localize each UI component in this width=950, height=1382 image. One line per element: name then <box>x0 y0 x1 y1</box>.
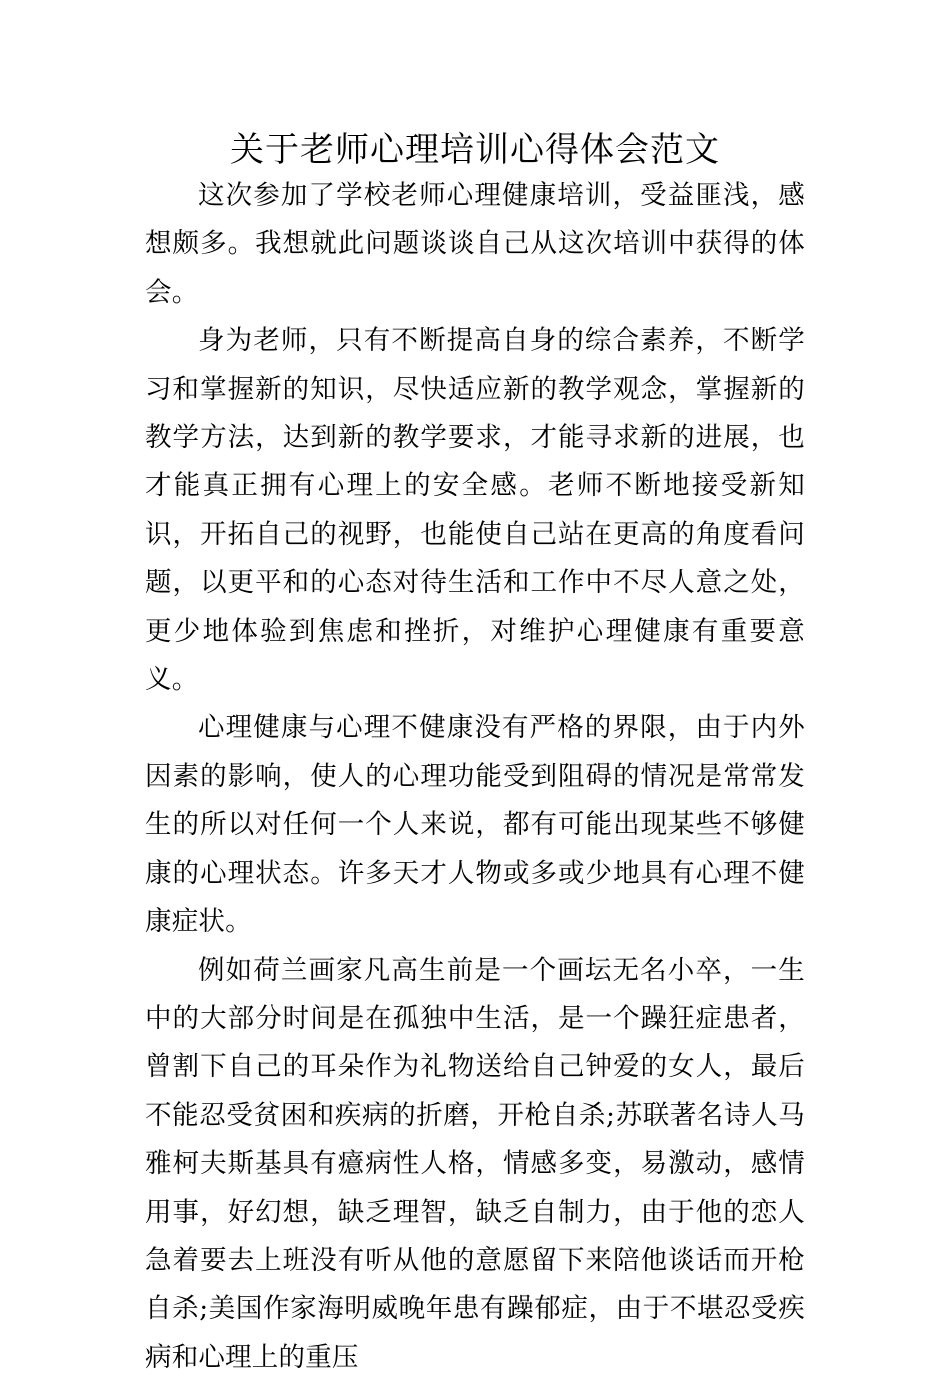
paragraph-3: 心理健康与心理不健康没有严格的界限，由于内外因素的影响，使人的心理功能受到阻碍的情况是常常发生的所以对任何一个人来说，都有可能出现某些不够健康的心理状态。许多天才人物或多或少地具有心理不健康症状。 <box>145 704 805 946</box>
paragraph-2: 身为老师，只有不断提高自身的综合素养，不断学习和掌握新的知识，尽快适应新的教学观念，掌握新的教学方法，达到新的教学要求，才能寻求新的进展，也才能真正拥有心理上的安全感。老师不断地接受新知识，开拓自己的视野，也能使自己站在更高的角度看问题，以更平和的心态对待生活和工作中不尽人意之处，更少地体验到焦虑和挫折，对维护心理健康有重要意义。 <box>145 317 805 704</box>
paragraph-1: 这次参加了学校老师心理健康培训，受益匪浅，感想颇多。我想就此问题谈谈自己从这次培训中获得的体会。 <box>145 172 805 317</box>
document-title: 关于老师心理培训心得体会范文 <box>145 128 805 172</box>
paragraph-4: 例如荷兰画家凡高生前是一个画坛无名小卒，一生中的大部分时间是在孤独中生活，是一个躁狂症患者，曾割下自己的耳朵作为礼物送给自己钟爱的女人，最后不能忍受贫困和疾病的折磨，开枪自杀;苏联著名诗人马雅柯夫斯基具有癔病性人格，情感多变，易激动，感情用事，好幻想，缺乏理智，缺乏自制力，由于他的恋人急着要去上班没有听从他的意愿留下来陪他谈话而开枪自杀;美国作家海明威晚年患有躁郁症，由于不堪忍受疾病和心理上的重压 <box>145 947 805 1382</box>
document-page <box>145 128 805 1382</box>
